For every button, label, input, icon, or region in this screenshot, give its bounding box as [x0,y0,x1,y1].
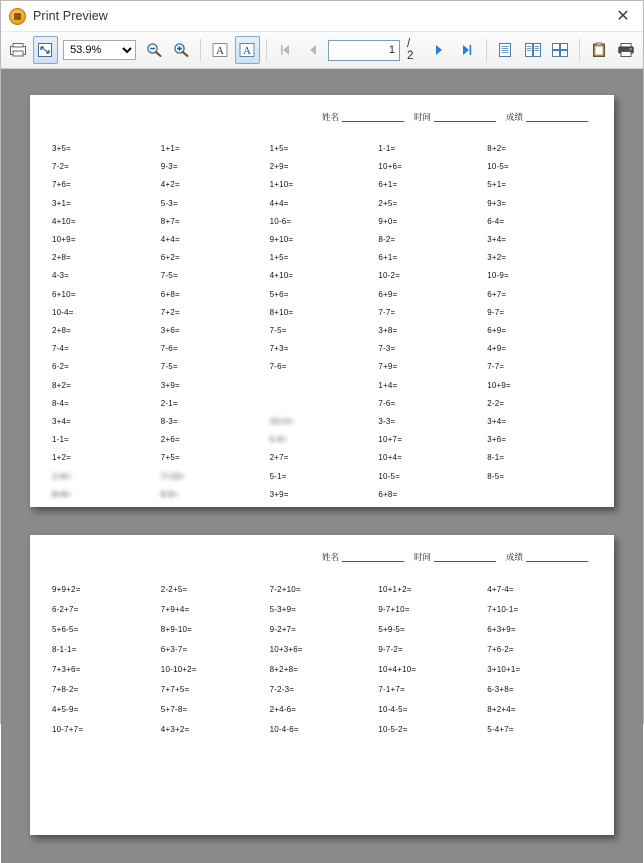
text-selected-button[interactable] [235,36,261,64]
problem-item: 7+9= [378,362,398,372]
problem-item: 10+4+10= [378,665,417,674]
problem-item: 7-2= [52,162,70,172]
problem-item: 2-2= [487,398,505,408]
problem-item: 10-5= [378,471,401,481]
problem-item: 8+2+4= [487,705,516,714]
problem-item: 4+10= [52,216,76,226]
problem-item: 10-2= [378,271,401,281]
problem-item: 3+8= [378,326,398,336]
problem-item: 9+9+2= [52,585,81,594]
problem-item: 7-4= [52,344,70,354]
problem-item: 7-5= [269,326,287,336]
problem-item: 2+5= [378,198,398,208]
problem-item: 8-2= [378,235,396,245]
problem-item [487,486,592,504]
problem-item: 8+2+8= [269,665,299,674]
worksheet-header [52,111,592,122]
problem-item: 9-2+7= [269,625,297,634]
problem-item: 6+3-7= [160,645,188,654]
next-page-icon[interactable] [427,36,453,64]
print-setup-icon[interactable] [5,36,31,64]
problem-item: 9-7+10= [378,605,410,614]
problem-item: 10-9= [487,271,509,281]
problem-item: 10+9= [52,235,76,245]
problem-item: 9+0= [378,216,398,226]
problem-item: 1+6= [52,471,72,481]
time-blank [434,111,496,122]
worksheet-header [52,551,592,562]
problem-item: 6+2= [160,253,180,263]
problem-item: 4+4= [160,235,180,245]
problem-item: 3+5= [52,144,72,153]
problem-item: 10+3+6= [269,645,303,654]
time-label: 时间 [413,552,431,562]
problem-item: 8+7= [160,216,180,226]
problem-item: 7-7= [487,362,505,372]
problem-item: 7-6= [269,362,287,372]
problem-item: 4+5-9= [52,705,79,714]
problem-item: 10+1+2= [378,585,412,594]
title-bar [1,1,643,32]
problem-item: 8-5= [487,471,505,481]
problem-item: 7-2-3= [269,685,295,694]
single-page-view-icon[interactable] [493,36,519,64]
problem-item: 3+4= [487,235,507,245]
problem-item: 4+10= [269,271,294,281]
problem-item: 4+4= [269,198,289,208]
zoom-out-icon[interactable] [141,36,167,64]
name-blank [342,111,404,122]
problem-item: 6+1= [378,253,398,263]
problem-item: 6+8= [378,489,398,499]
problem-item: 6-4= [487,216,505,226]
problem-item: 5+6-5= [52,625,79,634]
problem-item: 7-2+10= [269,585,301,594]
score-field [506,111,588,122]
problem-item: 7+5= [160,453,180,463]
problem-item: 7+6= [52,180,72,190]
problem-item: 10+4= [378,453,403,463]
problem-item: 8-6= [160,489,178,499]
problem-item: 10-5= [487,162,509,172]
close-icon[interactable]: ✕ [616,7,630,25]
problem-item: 7-1+7= [378,685,405,694]
problem-item: 7-5= [160,271,178,281]
problem-item: 1+2= [52,453,72,463]
toolbar [1,32,643,69]
problem-item: 10-7+7= [52,725,84,734]
problem-item: 7-7= [378,307,396,317]
problem-item: 6+3+9= [487,625,516,634]
problem-item: 7+3+6= [52,665,81,674]
problem-item: 10-4= [52,307,74,317]
problem-item: 7+9+4= [160,605,190,614]
problem-item: 3+4= [52,417,72,427]
problem-item: 10-4-6= [269,725,299,734]
problem-item: 6-2= [52,362,70,372]
problem-item: 1-1= [52,435,70,445]
print-icon[interactable] [614,36,640,64]
score-label: 成绩 [505,112,523,122]
name-field [322,111,404,122]
problem-item: 5-3= [160,198,178,208]
problem-item: 7-5= [160,362,178,372]
problem-item: 6-3+8= [487,685,514,694]
score-blank [526,551,588,562]
problem-item: 6+7= [487,289,507,299]
print-preview-icon [9,8,26,25]
problem-item: 8+2= [487,144,507,153]
problem-item: 7+7+5= [160,685,190,694]
problem-item: 5-1= [269,471,287,481]
problem-item: 2-2+5= [160,585,188,594]
problem-item: 4+9= [487,344,507,354]
problem-item: 7+10= [160,471,185,481]
problem-item: 1+5= [269,144,289,153]
time-blank [434,551,496,562]
fit-page-icon[interactable] [33,36,59,64]
problem-item: 3+9= [269,489,289,499]
problem-item: 8-4= [52,398,70,408]
problem-item: 3+6= [160,326,180,336]
problem-item: 6+9= [487,326,507,336]
problem-item: 4+7-4= [487,585,514,594]
name-label: 姓名 [321,112,339,122]
first-page-icon[interactable] [273,36,299,64]
time-label: 时间 [413,112,431,122]
problem-item: 4-3= [52,271,70,281]
page-number-input[interactable] [328,40,400,61]
problem-item: 10-10+2= [160,665,197,674]
svg-text:A: A [243,45,252,57]
problem-item: 9-7-2= [378,645,403,654]
svg-text:A: A [215,45,224,57]
toolbar-separator [266,39,267,61]
problem-item: 7-6= [160,344,178,354]
problem-item: 8+8= [52,489,72,499]
problem-grid-page-1 [52,140,592,504]
problem-item: 10+7= [378,435,403,445]
problem-item: 7-6= [378,398,396,408]
problem-item: 5-4= [269,435,287,445]
problem-item: 8+9-10= [160,625,193,634]
name-blank [342,551,404,562]
problem-item: 2+7= [269,453,289,463]
problem-item: 6+9= [378,289,398,299]
problem-item: 3+2= [487,253,507,263]
problem-item: 7-3= [378,344,396,354]
problem-item: 1+4= [378,380,398,390]
problem-item: 10+9= [487,380,511,390]
prev-page-icon[interactable] [300,36,326,64]
problem-item: 2+8= [52,326,72,336]
clipboard-icon[interactable] [586,36,612,64]
problem-item: 10-5-2= [378,725,408,734]
preview-scroll-area[interactable] [1,69,643,863]
toolbar-separator [579,39,580,61]
window-title: Print Preview [33,9,108,23]
problem-item: 1-1= [378,144,396,153]
problem-item: 10+6= [378,162,403,172]
problem-item: 5+6= [269,289,289,299]
problem-item: 5+1= [487,180,507,190]
problem-item [270,377,375,395]
problem-item: 9-3= [160,162,178,172]
toolbar-separator [200,39,201,61]
problem-item: 9-7= [487,307,505,317]
problem-item: 2+9= [269,162,289,172]
last-page-icon[interactable] [454,36,480,64]
toolbar-separator [486,39,487,61]
problem-item: 8-1= [487,453,505,463]
problem-item: 8-3= [160,417,178,427]
name-label: 姓名 [321,552,339,562]
problem-item: 8+10= [269,307,294,317]
problem-item: 3+4= [487,417,507,427]
problem-item: 3+1= [52,198,72,208]
problem-item: 7+8-2= [52,685,79,694]
problem-grid-page-2 [52,580,592,740]
problem-item: 6-2+7= [52,605,79,614]
preview-page-1 [30,95,614,507]
problem-item: 3+9= [160,380,180,390]
problem-item: 10-4-5= [378,705,408,714]
problem-item: 8-1-1= [52,645,77,654]
time-field [414,551,496,562]
score-label: 成绩 [505,552,523,562]
zoom-select[interactable] [63,40,136,60]
problem-item: 6+10= [52,289,76,299]
problem-item: 8+2= [52,380,72,390]
problem-item: 4+3+2= [160,725,190,734]
problem-item: 10-6= [269,216,292,226]
problem-item: 5+7-8= [160,705,188,714]
problem-item: 1+10= [269,180,294,190]
name-field [322,551,404,562]
problem-item: 3+6= [487,435,507,445]
problem-item: 1+5= [269,253,289,263]
problem-item: 2+6= [160,435,180,445]
problem-item: 7+10-1= [487,605,519,614]
problem-item: 5-3+9= [269,605,297,614]
problem-item: 6+8= [160,289,180,299]
problem-item: 7+3= [269,344,289,354]
problem-item: 2+4-6= [269,705,297,714]
problem-item: 9+3= [487,198,507,208]
preview-page-2 [30,535,614,835]
zoom-in-icon[interactable] [169,36,195,64]
problem-item: 10+2= [269,417,294,427]
text-normal-button[interactable] [207,36,233,64]
score-blank [526,111,588,122]
problem-item: 4+2= [160,180,180,190]
score-field [506,551,588,562]
two-page-view-icon[interactable] [520,36,546,64]
problem-item [270,395,375,413]
problem-item: 7+2= [160,307,180,317]
problem-item: 7+6-2= [487,645,514,654]
problem-item: 9+10= [269,235,294,245]
problem-item: 2+8= [52,253,72,263]
four-page-view-icon[interactable] [548,36,574,64]
problem-item: 2-1= [160,398,178,408]
problem-item: 1+1= [160,144,180,153]
problem-item: 6+1= [378,180,398,190]
problem-item: 5-4+7= [487,725,514,734]
problem-item: 3-3= [378,417,396,427]
page-total-label: / 2 [407,38,414,62]
time-field [414,111,496,122]
problem-item: 3+10+1= [487,665,521,674]
problem-item: 5+9-5= [378,625,405,634]
